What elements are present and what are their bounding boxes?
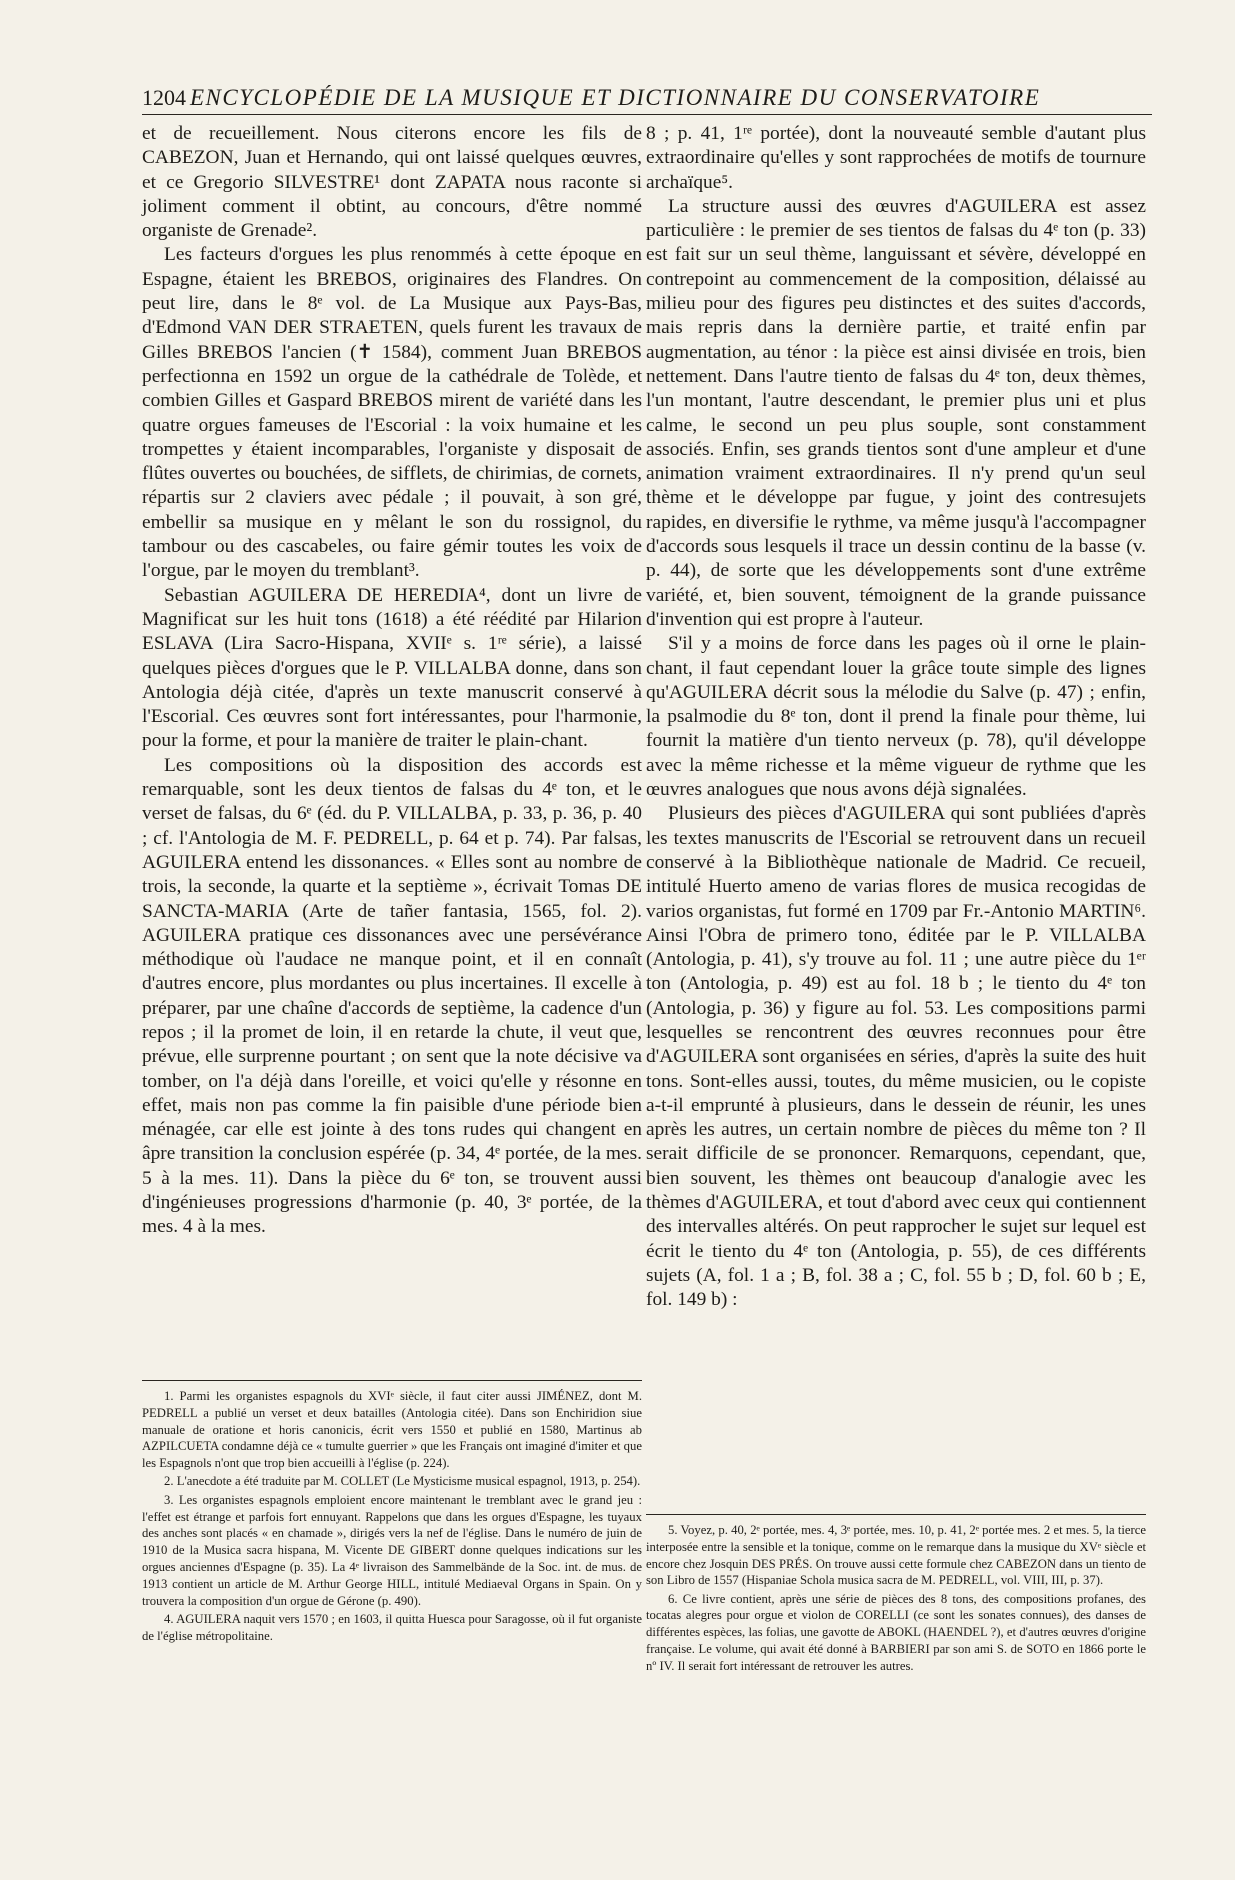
footnote: 6. Ce livre contient, après une série de pièces des 8 tons, des compositions profanes, des tocatas alegres pour orgue et violon de CORELLI (ce sont les sonates connues), des danses de différentes espèces, las folias, une gavotte de ABOKL (HAENDEL ?), et d'autres œuvres d'origine française. Le volume, qui avait été donné à BARBIERI par son ami S. de SOTO en 1866 porte le nº IV. Il serait fort intéressant de retrouver les autres. [646,1591,1146,1673]
footnote: 2. L'anecdote a été traduite par M. COLLET (Le Mysticisme musical espagnol, 1913, p. 254). [164,1474,641,1489]
body-paragraph: Les facteurs d'orgues les plus renommés à cette époque en Espagne, étaient les BREBOS, originaires des Flandres. On peut lire, dans le 8ᵉ vol. de La Musique aux Pays-Bas, d'Edmond VAN DER STRAETEN, quels furent les travaux de Gilles BREBOS l'ancien (✝ 1584), comment Juan BREBOS perfectionna en 1592 un orgue de la cathédrale de Tolède, et combien Gilles et Gaspard BREBOS mirent de variété dans les quatre orgues fameuses de l'Escorial : la voix humaine et les trompettes y étaient incomparables, l'organiste y disposait de flûtes ouvertes ou bouchées, de sifflets, de chirimias, de cornets, répartis sur 2 claviers avec pédale ; il pouvait, à son gré, embellir sa musique en y mêlant le son du rossignol, du tambour ou des cascabeles, ou faire gémir toutes les voix de l'orgue, par le moyen du tremblant³. [142,244,642,582]
body-paragraph: et de recueillement. Nous citerons encore les fils de CABEZON, Juan et Hernando, qui ont laissé quelques œuvres, et ce Gregorio SILVESTRE¹ dont ZAPATA nous raconte si joliment comment il obtint, au concours, d'être nommé organiste de Grenade². [142,123,642,242]
body-paragraph: La structure aussi des œuvres d'AGUILERA est assez particulière : le premier de ses tientos de falsas du 4ᵉ ton (p. 33) est fait sur un seul thème, languissant et sévère, développé en contrepoint au commencement de la composition, délaissé au milieu pour des figures peu distinctes et des suites d'accords, mais repris dans la dernière partie, et traité enfin par augmentation, au ténor : la pièce est ainsi divisée en trois, bien nettement. Dans l'autre tiento de falsas du 4ᵉ ton, deux thèmes, l'un montant, l'autre descendant, le premier plus uni et plus calme, le second un peu plus souple, sont constamment associés. Enfin, ses grands tientos sont d'une ampleur et d'une animation vraiment extraordinaires. Il n'y prend qu'un seul thème et le développe par fugue, y joint des contresujets rapides, en diversifie le rythme, va même jusqu'à l'accompagner d'accords sous lesquels il trace un dessin continu de la basse (v. p. 44), de sorte que les développements sont d'une extrême variété, et, bien souvent, témoignent de la grande puissance d'invention qui est propre à l'auteur. [646,195,1146,630]
footnote: 3. Les organistes espagnols emploient encore maintenant le tremblant avec le grand jeu : l'effet est étrange et parfois fort ennuyant. Rappelons que dans les orgues d'Espagne, les tuyaux des anches sont placés « en chamade », dirigés vers la nef de l'église. Dans le numéro de juin de 1910 de la Musica sacra hispana, M. Vicente DE GIBERT donne quelques indications sur les orgues anciennes d'Espagne (p. 35). La 4ᵉ livraison des Sammelbände de la Soc. int. de mus. de 1913 contient un article de M. Arthur George HILL, intitulé Mediaeval Organs in Spain. On y trouvera la composition d'un orgue de Gérone (p. 490). [142,1492,642,1608]
body-paragraph: Plusieurs des pièces d'AGUILERA qui sont publiées d'après les textes manuscrits de l'Escorial se retrouvent dans un recueil conservé à la Bibliothèque nationale de Madrid. Ce recueil, intitulé Huerto ameno de varias flores de musica recogidas de varios organistas, fut formé en 1709 par Fr.-Antonio MARTIN⁶. Ainsi l'Obra de primero tono, éditée par le P. VILLALBA (Antologia, p. 41), s'y trouve au fol. 11 ; une autre pièce du 1ᵉʳ ton (Antologia, p. 49) est au fol. 18 b ; le tiento du 4ᵉ ton (Antologia, p. 36) y figure au fol. 53. Les compositions parmi lesquelles se rencontrent des œuvres reconnues pour être d'AGUILERA sont organisées en séries, d'après la suite des huit tons. Sont-elles aussi, toutes, du même musicien, ou le copiste a-t-il emprunté à plusieurs, dans le dessein de réunir, les unes après les autres, un certain nombre de pièces du même ton ? Il serait difficile de se prononcer. Remarquons, cependant, que, bien souvent, les thèmes ont beaucoup d'analogie avec les thèmes d'AGUILERA, et tout d'abord avec ceux qui contiennent des intervalles altérés. On peut rapprocher le sujet sur lequel est écrit le tiento du 4ᵉ ton (Antologia, p. 55), de ces différents sujets (A, fol. 1 a ; B, fol. 38 a ; C, fol. 55 b ; D, fol. 60 b ; E, fol. 149 b) : [646,803,1146,1311]
running-title: ENCYCLOPÉDIE DE LA MUSIQUE ET DICTIONNAIRE DU CONSERVATOIRE [190,85,1041,110]
left-column [142,122,642,1240]
footnote-rule [142,1380,642,1381]
body-paragraph: Sebastian AGUILERA DE HEREDIA⁴, dont un livre de Magnificat sur les huit tons (1618) a été réédité par Hilarion ESLAVA (Lira Sacro-Hispana, XVIIᵉ s. 1ʳᵉ série), a laissé quelques pièces d'orgues que le P. VILLALBA donne, dans son Antologia déjà citée, d'après un texte manuscrit conservé à l'Escorial. Ces œuvres sont fort intéressantes, pour l'harmonie, pour la forme, et pour la manière de traiter le plain-chant. [142,584,642,752]
left-footnotes [142,1388,642,1646]
body-paragraph: 8 ; p. 41, 1ʳᵉ portée), dont la nouveauté semble d'autant plus extraordinaire qu'elles y sont rapprochées de motifs de tournure archaïque⁵. [646,123,1146,193]
right-column [646,122,1146,1313]
footnote-rule [646,1514,1146,1515]
page-number: 1204 [142,85,186,110]
page-header [142,80,1152,115]
body-paragraph: S'il y a moins de force dans les pages où il orne le plain-chant, il faut cependant louer la grâce toute simple des lignes qu'AGUILERA décrit sous la mélodie du Salve (p. 47) ; enfin, la psalmodie du 8ᵉ ton, dont il prend la finale pour thème, lui fournit la matière d'un tiento nerveux (p. 78), qu'il développe avec la même richesse et la même vigueur de rythme que les œuvres analogues que nous avons déjà signalées. [646,633,1146,801]
footnote: 4. AGUILERA naquit vers 1570 ; en 1603, il quitta Huesca pour Saragosse, où il fut organiste de l'église métropolitaine. [142,1611,642,1643]
footnote: 1. Parmi les organistes espagnols du XVIᵉ siècle, il faut citer aussi JIMÉNEZ, dont M. PEDRELL a publié un verset et deux batailles (Antologia citée). Dans son Enchiridion siue manuale de oratione et horis canonicis, écrit vers 1550 et publié en 1580, Martinus ab AZPILCUETA condamne déjà ce « tumulte guerrier » que les Français ont imaginé d'imiter et que les Espagnols n'ont que trop bien accueilli à l'église (p. 224). [142,1389,642,1471]
footnote: 5. Voyez, p. 40, 2ᵉ portée, mes. 4, 3ᵉ portée, mes. 10, p. 41, 2ᵉ portée mes. 2 et mes. 5, la tierce interposée entre la sensible et la tonique, comme on le remarque dans la musique du XVᵉ siècle et encore chez Josquin DES PRÉS. On trouve aussi cette formule chez CABEZON dans un tiento de son Libro de 1557 (Hispaniae Schola musica sacra de M. PEDRELL, vol. VIII, III, p. 37). [646,1523,1146,1588]
right-footnotes [646,1522,1146,1676]
body-paragraph: Les compositions où la disposition des accords est remarquable, sont les deux tientos de falsas du 4ᵉ ton, et le verset de falsas, du 6ᵉ (éd. du P. VILLALBA, p. 33, p. 36, p. 40 ; cf. l'Antologia de M. F. PEDRELL, p. 64 et p. 74). Par falsas, AGUILERA entend les dissonances. « Elles sont au nombre de trois, la seconde, la quarte et la septième », écrivait Tomas DE SANCTA-MARIA (Arte de tañer fantasia, 1565, fol. 2). AGUILERA pratique ces dissonances avec une persévérance méthodique où l'audace ne manque point, et il en connaît d'autres encore, plus mordantes ou plus incertaines. Il excelle à préparer, par une chaîne d'accords de septième, la cadence d'un repos ; il la promet de loin, il en retarde la chute, il veut que, prévue, elle surprenne pourtant ; on sent que la note décisive va tomber, on l'a déjà dans l'oreille, et voici qu'elle y résonne en effet, mais non pas comme la fin paisible d'une période bien ménagée, car elle est jointe à des tons rudes qui changent en âpre transition la conclusion espérée (p. 34, 4ᵉ portée, de la mes. 5 à la mes. 11). Dans la pièce du 6ᵉ ton, se trouvent aussi d'ingénieuses progressions d'harmonie (p. 40, 3ᵉ portée, de la mes. 4 à la mes. [142,754,642,1238]
